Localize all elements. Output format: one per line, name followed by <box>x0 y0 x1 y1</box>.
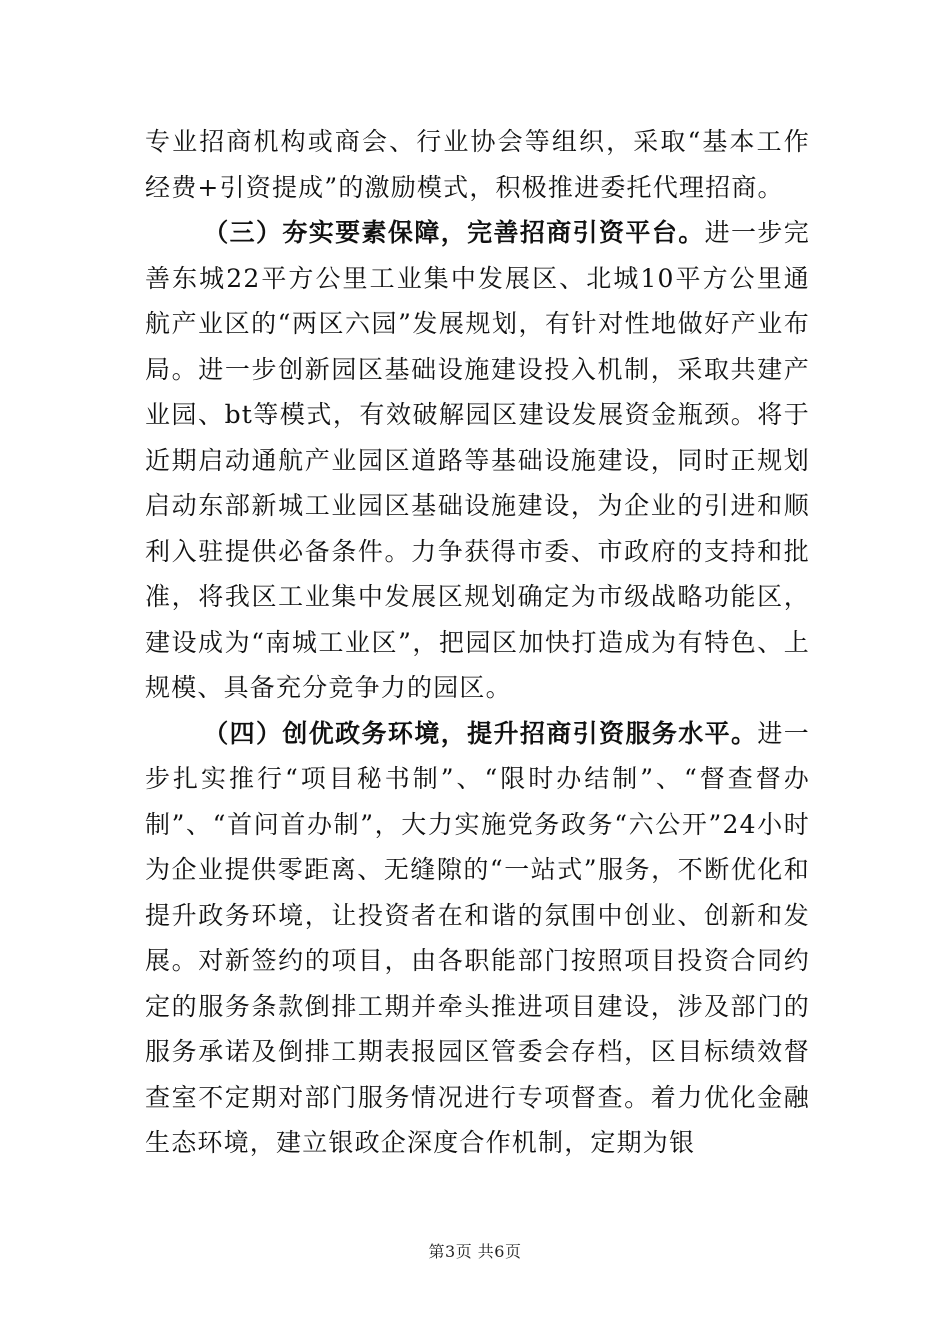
section-four-text: 进一步扎实推行“项目秘书制”、“限时办结制”、“督查督办制”、“首问首办制”，大力实施党务政务“六公开”24小时为企业提供零距离、无缝隙的“一站式”服务，不断优化和提升政务环境，让投资者在和谐的氛围中创业、创新和发展。对新签约的项目，由各职能部门按照项目投资合同约定的服务条款倒排工期并牵头推进项目建设，涉及部门的服务承诺及倒排工期表报园区管委会存档，区目标绩效督查室不定期对部门服务情况进行专项督查。着力优化金融生态环境，建立银政企深度合作机制，定期为银 <box>145 718 810 1157</box>
paragraph-1-text: 专业招商机构或商会、行业协会等组织，采取“基本工作经费+引资提成”的激励模式，积极推进委托代理招商。 <box>145 127 810 202</box>
section-four-heading: （四）创优政务环境，提升招商引资服务水平。 <box>203 718 758 748</box>
document-body <box>145 119 810 1166</box>
page-number-footer: 第3页 共6页 <box>428 1242 522 1261</box>
paragraph-section-three <box>145 210 810 711</box>
section-three-heading: （三）夯实要素保障，完善招商引资平台。 <box>203 218 705 247</box>
paragraph-section-four <box>145 711 810 1166</box>
paragraph-continuation <box>145 119 810 210</box>
section-three-text: 进一步完善东城22平方公里工业集中发展区、北城10平方公里通航产业区的“两区六园”发展规划，有针对性地做好产业布局。进一步创新园区基础设施建设投入机制，采取共建产业园、bt等模式，有效破解园区建设发展资金瓶颈。将于近期启动通航产业园区道路等基础设施建设，同时正规划启动东部新城工业园区基础设施建设，为企业的引进和顺利入驻提供必备条件。力争获得市委、市政府的支持和批准，将我区工业集中发展区规划确定为市级战略功能区，建设成为“南城工业区”，把园区加快打造成为有特色、上规模、具备充分竞争力的园区。 <box>145 218 810 702</box>
